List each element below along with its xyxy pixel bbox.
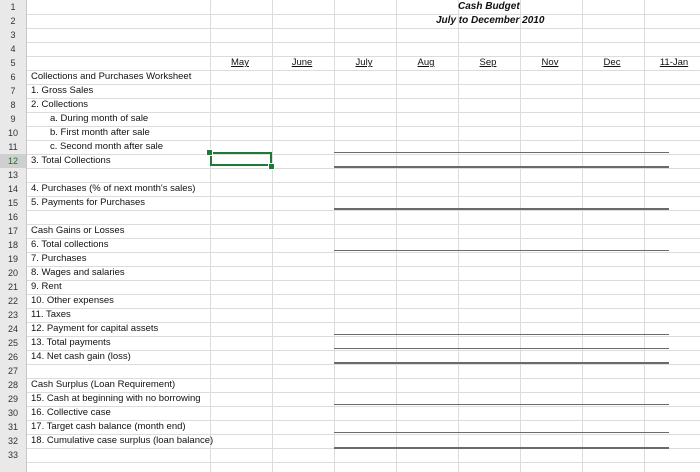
row-number-selected[interactable]: 12 [0, 154, 26, 168]
row-divider [27, 84, 700, 85]
row-divider [27, 224, 700, 225]
selected-cell[interactable] [210, 152, 272, 166]
row-number[interactable]: 14 [7, 184, 18, 194]
row-number[interactable]: 2 [10, 16, 16, 26]
row-number[interactable]: 9 [10, 114, 16, 124]
header-may[interactable]: May [231, 57, 249, 68]
row-number[interactable]: 16 [7, 212, 18, 222]
label-taxes[interactable]: 11. Taxes [31, 309, 71, 320]
row-divider [27, 364, 700, 365]
label-cash-gains-heading[interactable]: Cash Gains or Losses [31, 225, 125, 236]
label-wages[interactable]: 8. Wages and salaries [31, 267, 125, 278]
label-gross-sales[interactable]: 1. Gross Sales [31, 85, 94, 96]
row-number[interactable]: 22 [7, 296, 18, 306]
row-number[interactable]: 18 [7, 240, 18, 250]
row-number[interactable]: 20 [7, 268, 18, 278]
header-july[interactable]: July [355, 57, 373, 68]
row-number[interactable]: 32 [7, 436, 18, 446]
header-sep[interactable]: Sep [479, 57, 497, 68]
header-aug[interactable]: Aug [417, 57, 435, 68]
header-11-jan[interactable]: 11-Jan [659, 57, 689, 68]
row-number[interactable]: 11 [8, 142, 18, 152]
rule-line [334, 250, 669, 251]
rule-line [334, 404, 669, 405]
row-number[interactable]: 17 [7, 226, 18, 236]
row-number[interactable]: 13 [7, 170, 18, 180]
row-divider [27, 28, 700, 29]
row-divider [27, 462, 700, 463]
label-payments-purchases[interactable]: 5. Payments for Purchases [31, 197, 146, 208]
rule-line [334, 334, 669, 335]
row-number[interactable]: 28 [7, 380, 18, 390]
row-number[interactable]: 26 [7, 352, 18, 362]
label-other-expenses[interactable]: 10. Other expenses [31, 295, 114, 306]
row-divider [27, 168, 700, 169]
row-divider [27, 252, 700, 253]
row-divider [27, 210, 700, 211]
row-number[interactable]: 7 [10, 86, 16, 96]
rule-line [334, 362, 669, 364]
row-number[interactable]: 19 [7, 254, 18, 264]
label-total-collections-6[interactable]: 6. Total collections [31, 239, 109, 250]
row-number[interactable]: 6 [10, 72, 16, 82]
row-number[interactable]: 8 [10, 100, 16, 110]
budget-title[interactable]: Cash Budget [458, 1, 520, 12]
label-capital-assets[interactable]: 12. Payment for capital assets [31, 323, 159, 334]
label-second-month-after[interactable]: c. Second month after sale [50, 141, 164, 152]
rule-line [334, 447, 669, 449]
row-number[interactable]: 21 [7, 282, 18, 292]
selection-handle[interactable] [206, 149, 213, 156]
row-number[interactable]: 30 [7, 408, 18, 418]
row-divider [27, 280, 700, 281]
header-nov[interactable]: Nov [541, 57, 559, 68]
row-divider [27, 336, 700, 337]
label-cash-beginning[interactable]: 15. Cash at beginning with no borrowing [31, 393, 201, 404]
label-rent[interactable]: 9. Rent [31, 281, 62, 292]
header-june[interactable]: June [291, 57, 313, 68]
label-worksheet-heading[interactable]: Collections and Purchases Worksheet [31, 71, 192, 82]
rule-line [334, 208, 669, 210]
label-first-month-after[interactable]: b. First month after sale [50, 127, 150, 138]
row-divider [27, 308, 700, 309]
row-number[interactable]: 31 [7, 422, 18, 432]
row-divider [27, 238, 700, 239]
rule-line [334, 152, 669, 153]
label-target-cash-balance[interactable]: 17. Target cash balance (month end) [31, 421, 186, 432]
row-number[interactable]: 25 [7, 338, 18, 348]
label-total-collections[interactable]: 3. Total Collections [31, 155, 111, 166]
rule-line [334, 348, 669, 349]
row-divider [27, 294, 700, 295]
row-number[interactable]: 29 [7, 394, 18, 404]
label-net-cash-gain[interactable]: 14. Net cash gain (loss) [31, 351, 131, 362]
label-cumulative-surplus[interactable]: 18. Cumulative case surplus (loan balance) [31, 435, 214, 446]
label-cash-surplus-heading[interactable]: Cash Surplus (Loan Requirement) [31, 379, 176, 390]
row-divider [27, 154, 700, 155]
label-collective-case[interactable]: 16. Collective case [31, 407, 111, 418]
row-number[interactable]: 33 [7, 450, 18, 460]
label-purchases-7[interactable]: 7. Purchases [31, 253, 87, 264]
row-header-column[interactable] [0, 0, 27, 472]
row-number[interactable]: 3 [10, 30, 16, 40]
rule-line [334, 432, 669, 433]
label-purchases-pct[interactable]: 4. Purchases (% of next month's sales) [31, 183, 196, 194]
label-total-payments[interactable]: 13. Total payments [31, 337, 111, 348]
row-divider [27, 42, 700, 43]
rule-line [334, 166, 669, 168]
budget-subtitle[interactable]: July to December 2010 [436, 15, 545, 26]
label-collections[interactable]: 2. Collections [31, 99, 89, 110]
row-divider [27, 14, 700, 15]
row-number[interactable]: 1 [10, 2, 16, 12]
row-number[interactable]: 27 [7, 366, 18, 376]
row-number[interactable]: 23 [7, 310, 18, 320]
row-number[interactable]: 4 [10, 44, 16, 54]
header-dec[interactable]: Dec [603, 57, 621, 68]
row-number[interactable]: 15 [7, 198, 18, 208]
row-number[interactable]: 5 [10, 58, 16, 68]
label-during-month[interactable]: a. During month of sale [50, 113, 149, 124]
row-number[interactable]: 10 [7, 128, 18, 138]
row-number[interactable]: 24 [7, 324, 18, 334]
fill-handle[interactable] [268, 163, 275, 170]
row-divider [27, 98, 700, 99]
row-divider [27, 406, 700, 407]
row-divider [27, 266, 700, 267]
